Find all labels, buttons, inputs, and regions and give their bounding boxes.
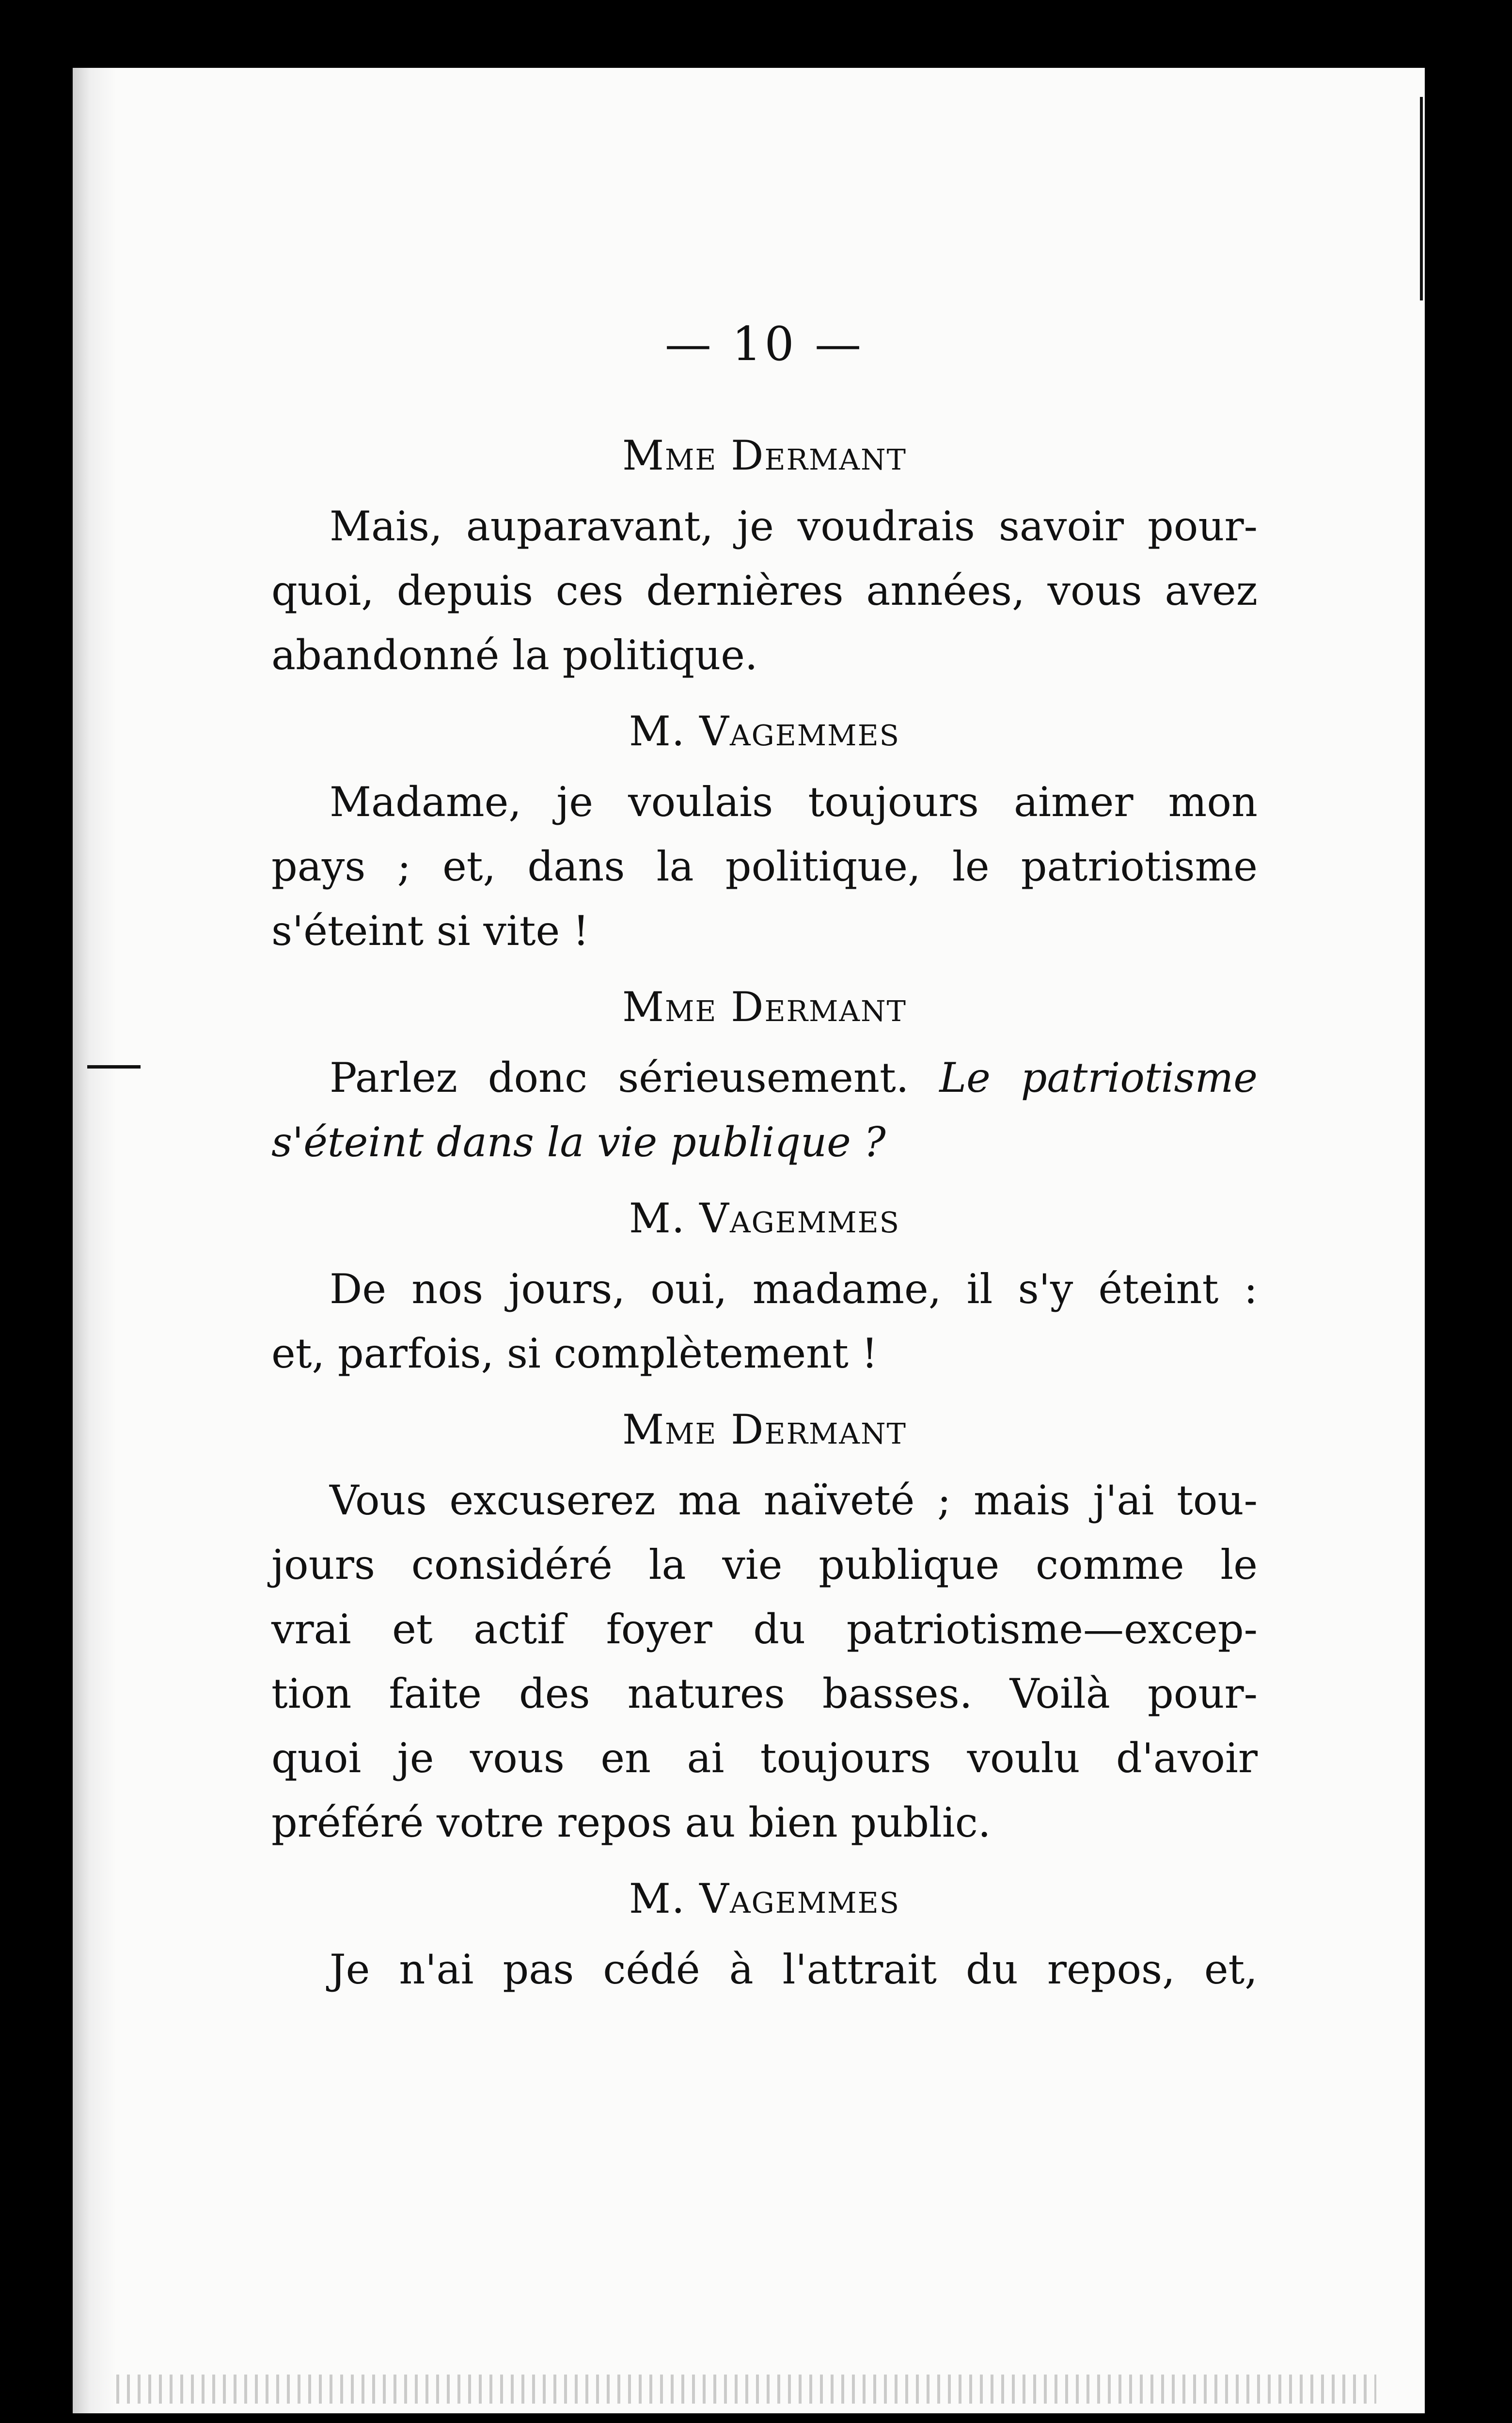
page-text [271,310,1258,2016]
speech-line [271,1046,1258,1110]
speaker-name: Mme Dermant [622,432,907,479]
speaker-name: M. Vagemmes [629,708,900,755]
speech-line: Vous excuserez ma naïveté ; mais j'ai tou- [330,1477,1258,1524]
italic-quote: Le patriotisme [939,1054,1258,1101]
speech-paragraph [271,1937,1258,2002]
speech-paragraph [271,1257,1258,1386]
speech-paragraph [271,1468,1258,1855]
scan-noise [116,2375,1376,2404]
speech-text: Parlez donc sérieusement. [330,1054,909,1101]
speaker-name: M. Vagemmes [629,1875,900,1922]
speech-line: jours considéré la vie publique comme le [271,1541,1258,1589]
speech-line: préféré votre repos au bien public. [271,1799,991,1846]
speech-line: abandonné la politique. [271,631,758,679]
page-edge-mark [1420,97,1423,300]
speech-line: Mais, auparavant, je voudrais savoir pour- [330,503,1258,550]
speaker-name: M. Vagemmes [629,1195,900,1242]
speech-line: quoi, depuis ces dernières années, vous avez [271,567,1258,614]
speech-line: et, parfois, si complètement ! [271,1330,878,1377]
speaker-name: Mme Dermant [622,1406,907,1453]
speech-line: s'éteint si vite ! [271,907,589,955]
speech-line: vrai et actif foyer du patriotisme—excep- [271,1605,1258,1653]
speech-paragraph [271,1046,1258,1175]
margin-mark [87,1065,141,1069]
speech-line: Je n'ai pas cédé à l'attrait du repos, et, [330,1946,1258,1993]
speech-line: tion faite des natures basses. Voilà pour- [271,1670,1258,1717]
speech-line: De nos jours, oui, madame, il s'y éteint : [330,1265,1258,1313]
speech-line: quoi je vous en ai toujours voulu d'avoir [271,1734,1258,1782]
speech-line: Madame, je voulais toujours aimer mon [330,778,1258,826]
speech-paragraph [271,494,1258,688]
italic-quote: s'éteint dans la vie publique ? [271,1118,886,1166]
page-number: — 10 — [664,317,865,371]
speaker-name: Mme Dermant [622,983,907,1031]
speech-paragraph [271,770,1258,963]
speech-line: pays ; et, dans la politique, le patriotisme [271,843,1258,890]
page-gutter-shadow [73,68,116,2413]
